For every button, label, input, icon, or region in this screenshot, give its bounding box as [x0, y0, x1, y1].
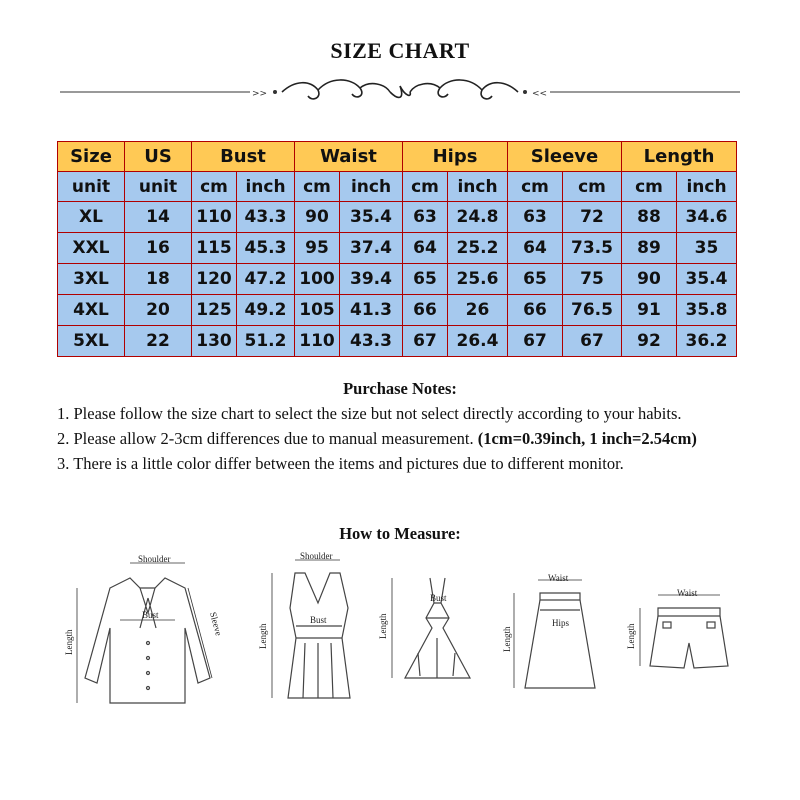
- table-cell: 120: [192, 264, 237, 295]
- unit-cell: cm: [403, 172, 448, 202]
- svg-text:<<: <<: [532, 89, 548, 99]
- table-cell: 63: [403, 202, 448, 233]
- table-cell: 43.3: [237, 202, 295, 233]
- note-2-text: 2. Please allow 2-3cm differences due to manual measurement.: [57, 429, 478, 448]
- table-cell: 39.4: [340, 264, 403, 295]
- table-cell: 89: [622, 233, 677, 264]
- header-bust: Bust: [192, 142, 295, 172]
- table-cell: 88: [622, 202, 677, 233]
- note-2: [57, 426, 757, 451]
- label-hips: Hips: [552, 618, 570, 628]
- label-length-4: Length: [502, 626, 512, 652]
- unit-cell: inch: [448, 172, 508, 202]
- table-cell: 14: [125, 202, 192, 233]
- note-1: 1. Please follow the size chart to select the size but not select directly according to your habits.: [57, 404, 682, 423]
- label-waist-2: Waist: [677, 588, 698, 598]
- label-shoulder-1: Shoulder: [138, 554, 171, 564]
- table-cell: 26.4: [448, 326, 508, 357]
- table-row: [58, 264, 737, 295]
- table-row: [58, 326, 737, 357]
- table-cell: 65: [508, 264, 563, 295]
- label-waist-1: Waist: [548, 573, 569, 583]
- table-cell: 63: [508, 202, 563, 233]
- table-cell: 92: [622, 326, 677, 357]
- table-cell: 67: [563, 326, 622, 357]
- label-bust-3: Bust: [430, 593, 447, 603]
- unit-cell: cm: [295, 172, 340, 202]
- header-hips: Hips: [403, 142, 508, 172]
- table-cell: 16: [125, 233, 192, 264]
- table-cell: 35.8: [677, 295, 737, 326]
- table-row: [58, 233, 737, 264]
- table-cell: 75: [563, 264, 622, 295]
- table-cell: 67: [403, 326, 448, 357]
- unit-cell: inch: [237, 172, 295, 202]
- table-cell: 90: [295, 202, 340, 233]
- ornament-divider: [60, 72, 740, 112]
- label-length-3: Length: [378, 613, 388, 639]
- label-shoulder-2: Shoulder: [300, 551, 333, 561]
- table-cell: 35.4: [340, 202, 403, 233]
- header-waist: Waist: [295, 142, 403, 172]
- table-cell: 41.3: [340, 295, 403, 326]
- unit-cell: inch: [677, 172, 737, 202]
- size-chart-table: [57, 141, 737, 357]
- table-cell: 45.3: [237, 233, 295, 264]
- unit-cell: cm: [622, 172, 677, 202]
- table-cell: 110: [295, 326, 340, 357]
- unit-cell: unit: [58, 172, 125, 202]
- table-cell: 18: [125, 264, 192, 295]
- skirt-diagram: [514, 580, 595, 688]
- table-cell: 100: [295, 264, 340, 295]
- header-size: Size: [58, 142, 125, 172]
- table-cell: 35.4: [677, 264, 737, 295]
- measurement-diagrams: [60, 548, 760, 718]
- table-cell: 130: [192, 326, 237, 357]
- table-cell: 5XL: [58, 326, 125, 357]
- table-cell: 49.2: [237, 295, 295, 326]
- table-cell: 125: [192, 295, 237, 326]
- note-2-conversion: (1cm=0.39inch, 1 inch=2.54cm): [477, 429, 697, 448]
- table-cell: 90: [622, 264, 677, 295]
- table-cell: 65: [403, 264, 448, 295]
- table-cell: 26: [448, 295, 508, 326]
- table-cell: 95: [295, 233, 340, 264]
- table-cell: 36.2: [677, 326, 737, 357]
- table-cell: 76.5: [563, 295, 622, 326]
- unit-cell: inch: [340, 172, 403, 202]
- table-cell: 4XL: [58, 295, 125, 326]
- table-cell: 34.6: [677, 202, 737, 233]
- unit-cell: cm: [508, 172, 563, 202]
- how-to-measure-heading: How to Measure:: [339, 524, 461, 543]
- table-cell: XL: [58, 202, 125, 233]
- tank-top-diagram: [272, 560, 350, 698]
- table-cell: XXL: [58, 233, 125, 264]
- table-cell: 91: [622, 295, 677, 326]
- unit-cell: cm: [563, 172, 622, 202]
- table-cell: 110: [192, 202, 237, 233]
- header-length: Length: [622, 142, 737, 172]
- note-3: 3. There is a little color differ between the items and pictures due to different monitor.: [57, 454, 624, 473]
- label-length-5: Length: [626, 623, 636, 649]
- table-cell: 105: [295, 295, 340, 326]
- table-units-row: [58, 172, 737, 202]
- label-sleeve-1: Sleeve: [208, 610, 224, 637]
- svg-text:>>: >>: [252, 89, 268, 99]
- table-cell: 67: [508, 326, 563, 357]
- purchase-notes: [57, 376, 757, 476]
- header-sleeve: Sleeve: [508, 142, 622, 172]
- table-cell: 24.8: [448, 202, 508, 233]
- label-length-1: Length: [64, 629, 74, 655]
- table-cell: 115: [192, 233, 237, 264]
- table-row: [58, 202, 737, 233]
- table-cell: 51.2: [237, 326, 295, 357]
- blouse-diagram: [77, 563, 212, 703]
- table-cell: 20: [125, 295, 192, 326]
- unit-cell: unit: [125, 172, 192, 202]
- table-cell: 22: [125, 326, 192, 357]
- label-bust-2: Bust: [310, 615, 327, 625]
- label-bust-1: Bust: [142, 610, 159, 620]
- notes-heading: Purchase Notes:: [343, 379, 457, 398]
- table-cell: 72: [563, 202, 622, 233]
- table-cell: 73.5: [563, 233, 622, 264]
- table-cell: 43.3: [340, 326, 403, 357]
- page-title: SIZE CHART: [330, 38, 470, 63]
- table-cell: 47.2: [237, 264, 295, 295]
- label-length-2: Length: [258, 623, 268, 649]
- table-cell: 64: [403, 233, 448, 264]
- table-row: [58, 295, 737, 326]
- table-cell: 25.6: [448, 264, 508, 295]
- table-cell: 64: [508, 233, 563, 264]
- table-cell: 3XL: [58, 264, 125, 295]
- table-header-row: [58, 142, 737, 172]
- shorts-diagram: [640, 595, 728, 668]
- table-cell: 66: [403, 295, 448, 326]
- table-cell: 35: [677, 233, 737, 264]
- table-cell: 66: [508, 295, 563, 326]
- unit-cell: cm: [192, 172, 237, 202]
- table-cell: 37.4: [340, 233, 403, 264]
- header-us: US: [125, 142, 192, 172]
- table-cell: 25.2: [448, 233, 508, 264]
